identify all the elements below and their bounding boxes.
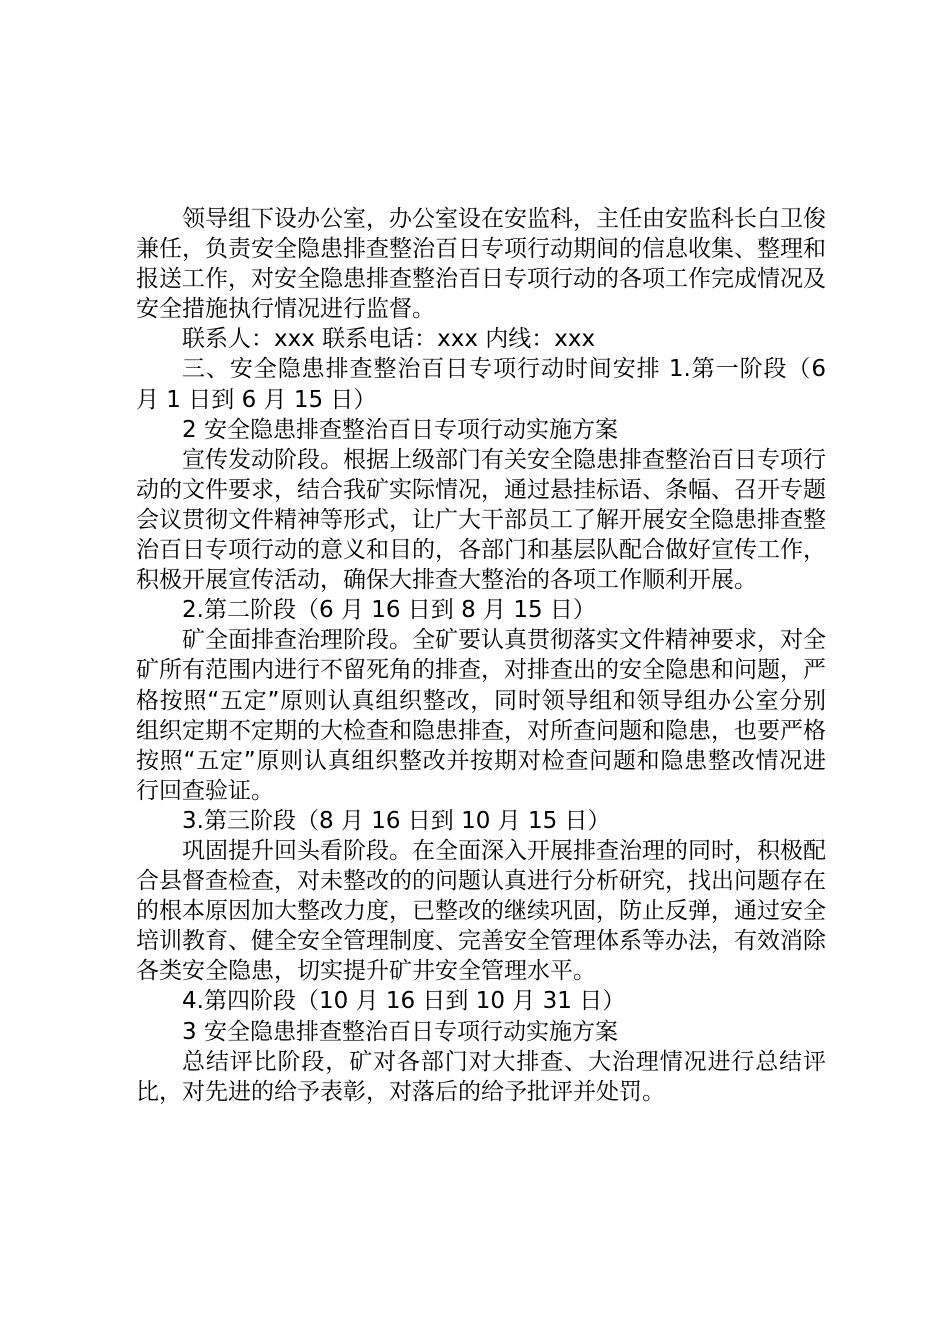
paragraph-phase-3-heading: 3.第三阶段（8 月 16 日到 10 月 15 日） xyxy=(182,807,611,834)
paragraph-phase-1-body: 宣传发动阶段。根据上级部门有关安全隐患排查整治百日专项行动的文件要求，结合我矿实际情况，通过悬挂标语、条幅、召开专题会议贯彻文件精神等形式，让广大干部员工了解开展安全隐患排查整治百日专项行动的意义和目的，各部门和基层队配合做好宣传工作，积极开展宣传活动，确保大排查大整治的各项工作顺利开展。 xyxy=(136,446,826,594)
paragraph-schedule-heading: 三、安全隐患排查整治百日专项行动时间安排 1.第一阶段（6 月 1 日到 6 月 15 日） xyxy=(136,356,826,413)
paragraph-page-header-3: 3 安全隐患排查整治百日专项行动实施方案 xyxy=(182,1018,618,1045)
paragraph-page-header-2: 2 安全隐患排查整治百日专项行动实施方案 xyxy=(182,416,618,443)
paragraph-phase-3-body: 巩固提升回头看阶段。在全面深入开展排查治理的同时，积极配合县督查检查，对未整改的的问题认真进行分析研究，找出问题存在的根本原因加大整改力度，已整改的继续巩固，防止反弹，通过安全培训教育、健全安全管理制度、完善安全管理体系等办法，有效消除各类安全隐患，切实提升矿井安全管理水平。 xyxy=(136,837,826,985)
paragraph-phase-2-heading: 2.第二阶段（6 月 16 日到 8 月 15 日） xyxy=(182,597,596,624)
paragraph-office-setup: 领导组下设办公室，办公室设在安监科，主任由安监科长白卫俊兼任，负责安全隐患排查整治百日专项行动期间的信息收集、整理和报送工作，对安全隐患排查整治百日专项行动的各项工作完成情况及安全措施执行情况进行监督。 xyxy=(136,206,826,323)
paragraph-contact: 联系人：xxx 联系电话：xxx 内线：xxx xyxy=(182,326,596,353)
document-body xyxy=(136,204,826,1107)
paragraph-phase-2-body: 矿全面排查治理阶段。全矿要认真贯彻落实文件精神要求，对全矿所有范围内进行不留死角的排查，对排查出的安全隐患和问题，严格按照“五定”原则认真组织整改，同时领导组和领导组办公室分别组织定期不定期的大检查和隐患排查，对所查问题和隐患，也要严格按照“五定”原则认真组织整改并按期对检查问题和隐患整改情况进行回查验证。 xyxy=(136,627,826,804)
paragraph-phase-4-heading: 4.第四阶段（10 月 16 日到 10 月 31 日） xyxy=(182,988,626,1015)
paragraph-phase-4-body: 总结评比阶段，矿对各部门对大排查、大治理情况进行总结评比，对先进的给予表彰，对落后的给予批评并处罚。 xyxy=(136,1048,826,1105)
